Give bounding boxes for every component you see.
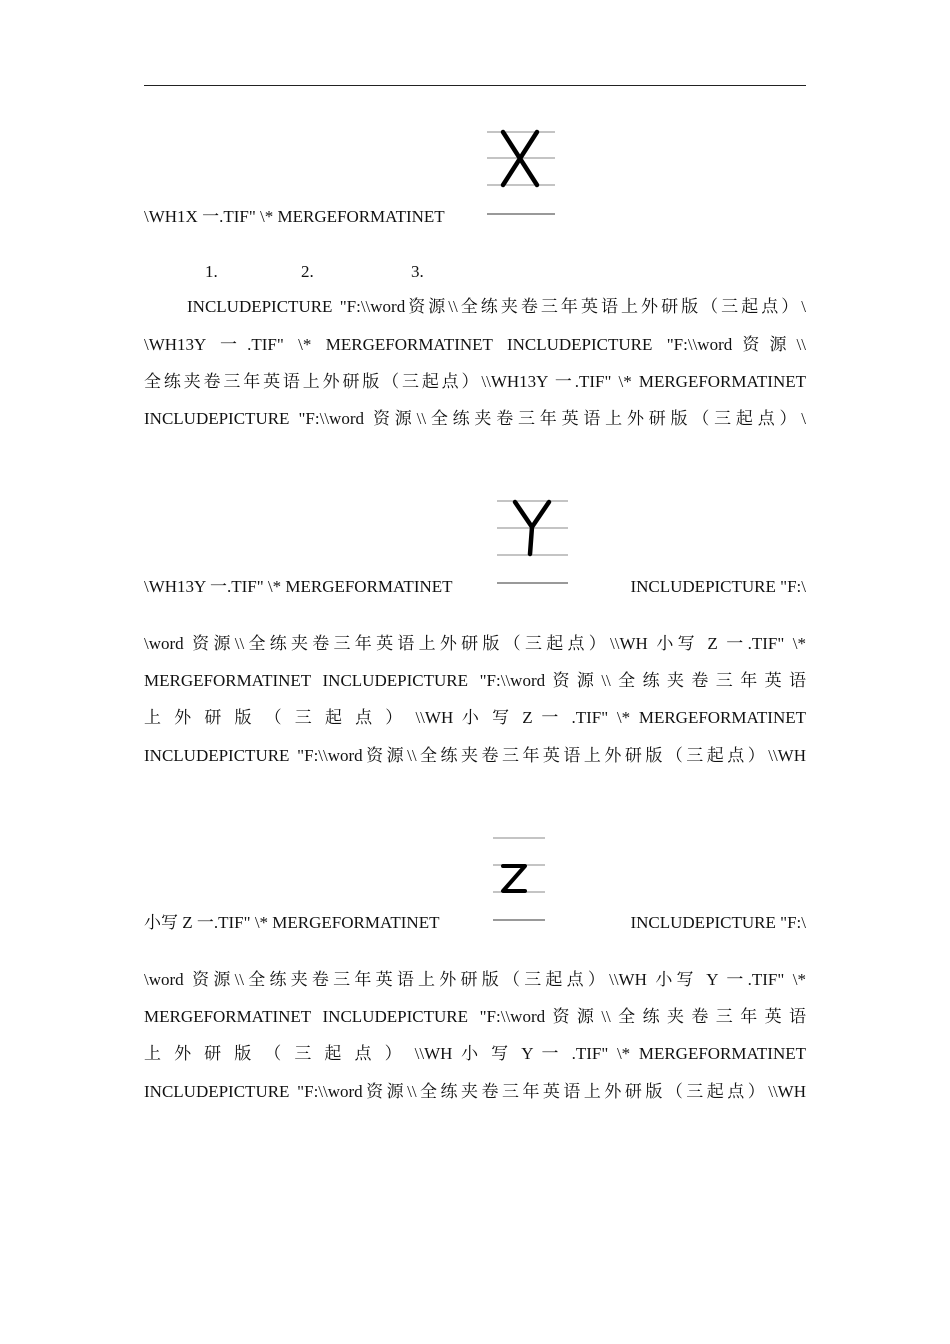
paragraph-2-line-1: \word 资源\\全练夹卷三年英语上外研版（三起点）\\WH 小写 Z 一.TIF" \* [144, 634, 806, 653]
paragraph-3-line-3: 上 外 研 版 （ 三 起 点 ） \\WH 小 写 Y 一 .TIF" \* MERGEFORMATINET [144, 1044, 806, 1063]
paragraph-2-line-3: 上 外 研 版 （ 三 起 点 ） \\WH 小 写 Z 一 .TIF" \* MERGEFORMATINET [144, 708, 806, 727]
paragraph-1-line-1: INCLUDEPICTURE "F:\\word资源\\全练夹卷三年英语上外研版（三起点）\ [187, 297, 806, 316]
paragraph-1-line-2: \WH13Y 一.TIF" \* MERGEFORMATINET INCLUDEPICTURE "F:\\word资源\\ [144, 335, 806, 354]
header-rule [144, 85, 806, 86]
y-image-caption: \WH13Y 一.TIF" \* MERGEFORMATINET [144, 577, 453, 596]
paragraph-3-line-1: \word 资源\\全练夹卷三年英语上外研版（三起点）\\WH 小写 Y 一.TIF" \* [144, 970, 806, 989]
paragraph-3-line-2: MERGEFORMATINET INCLUDEPICTURE "F:\\word资源\\全练夹卷三年英语 [144, 1007, 806, 1026]
x-image-caption: \WH1X 一.TIF" \* MERGEFORMATINET [144, 207, 445, 226]
number-1: 1. [205, 262, 218, 281]
letter-z-writing-image [493, 834, 545, 922]
paragraph-1-line-4: INCLUDEPICTURE "F:\\word 资源\\全练夹卷三年英语上外研版（三起点）\ [144, 409, 806, 428]
number-2: 2. [301, 262, 314, 281]
letter-x-writing-image [487, 128, 555, 216]
number-3: 3. [411, 262, 424, 281]
z-image-caption: 小写 Z 一.TIF" \* MERGEFORMATINET [144, 913, 440, 932]
paragraph-2-line-4: INCLUDEPICTURE "F:\\word资源\\全练夹卷三年英语上外研版（三起点）\\WH [144, 746, 806, 765]
paragraph-3-line-4: INCLUDEPICTURE "F:\\word资源\\全练夹卷三年英语上外研版（三起点）\\WH [144, 1082, 806, 1101]
z-caption-tail: INCLUDEPICTURE "F:\ [630, 913, 806, 932]
letter-y-writing-image [497, 497, 568, 585]
paragraph-2-line-2: MERGEFORMATINET INCLUDEPICTURE "F:\\word资源\\全练夹卷三年英语 [144, 671, 806, 690]
paragraph-1-line-3: 全练夹卷三年英语上外研版（三起点）\\WH13Y 一.TIF" \* MERGEFORMATINET [144, 372, 806, 391]
y-caption-tail: INCLUDEPICTURE "F:\ [630, 577, 806, 596]
